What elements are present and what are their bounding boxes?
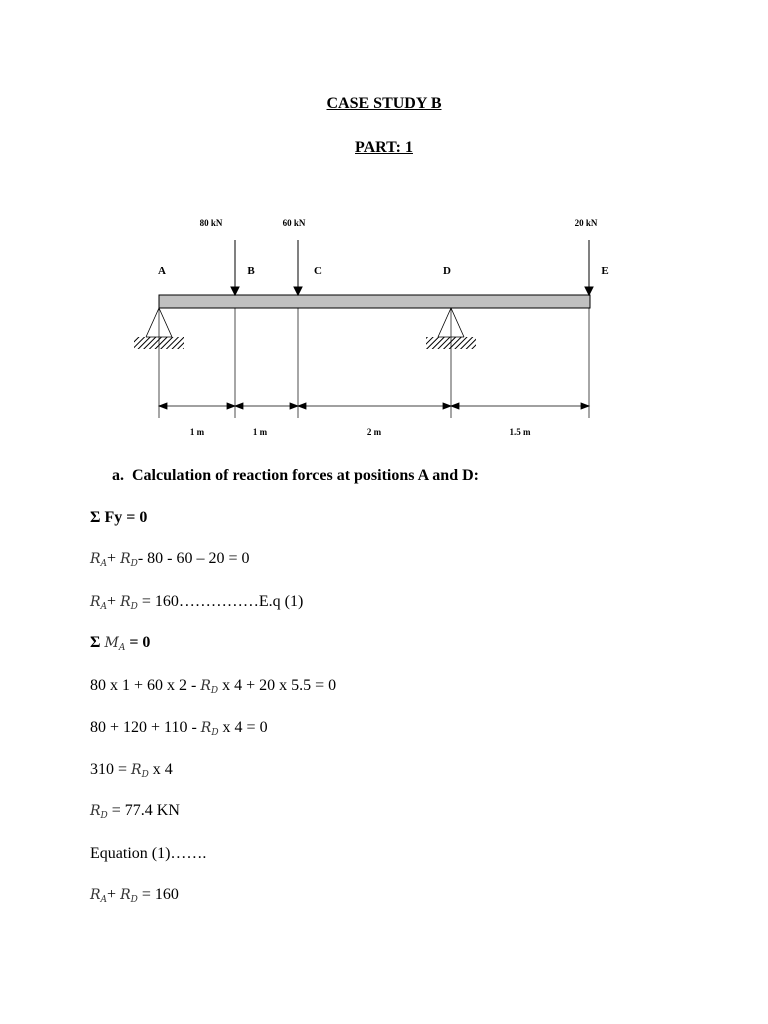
symbol-sub: D bbox=[211, 728, 219, 738]
eq-text: x 4 = 0 bbox=[222, 719, 268, 736]
point-label-b: B bbox=[247, 265, 255, 277]
symbol-sub: D bbox=[130, 895, 138, 905]
eq-text: 80 x 1 + 60 x 2 - bbox=[90, 677, 197, 694]
eq-text: 80 + 120 + 110 - bbox=[90, 719, 197, 736]
eq-text: = 160……………E.q (1) bbox=[141, 593, 304, 610]
symbol-r: R bbox=[90, 803, 101, 819]
eq-line-6 bbox=[90, 719, 268, 738]
eq-text: Fy = 0 bbox=[104, 509, 148, 526]
symbol-r: R bbox=[120, 551, 131, 567]
part-title: PART: 1 bbox=[355, 139, 413, 156]
span-label-4: 1.5 m bbox=[509, 427, 531, 437]
symbol-sub: A bbox=[100, 559, 108, 569]
eq-line-7 bbox=[90, 761, 173, 780]
point-label-e: E bbox=[601, 265, 609, 277]
eq-line-2: $R_A+ R_D-$ 80 - 60 – 20 = 0 bbox=[90, 550, 250, 569]
symbol-m: M bbox=[104, 635, 119, 651]
heading-marker: a. bbox=[112, 467, 124, 484]
eq-text: - 80 - 60 – 20 = 0 bbox=[137, 550, 250, 567]
load-label-60: 60 kN bbox=[282, 218, 306, 228]
eq-line-5 bbox=[90, 677, 336, 696]
span-label-1: 1 m bbox=[189, 427, 205, 437]
page-title: CASE STUDY B bbox=[326, 95, 442, 112]
span-label-3: 2 m bbox=[366, 427, 382, 437]
symbol-sub: D bbox=[210, 686, 219, 696]
symbol-r: R bbox=[200, 678, 211, 694]
symbol-r: R bbox=[131, 762, 142, 778]
span-label-2: 1 m bbox=[252, 427, 268, 437]
eq-line-8 bbox=[90, 802, 180, 821]
symbol-sub: A bbox=[100, 895, 108, 905]
eq-text: = 160 bbox=[141, 886, 179, 903]
symbol-r: R bbox=[90, 887, 101, 903]
symbol-sub: D bbox=[100, 811, 108, 821]
load-arrow-b bbox=[231, 240, 239, 295]
point-label-d: D bbox=[443, 265, 451, 277]
eq-text: = 77.4 KN bbox=[111, 802, 180, 819]
extension-lines bbox=[159, 308, 589, 418]
eq-text: x 4 bbox=[152, 761, 173, 778]
symbol-sub: A bbox=[100, 602, 108, 612]
heading-text: Calculation of reaction forces at positions A and D: bbox=[132, 467, 479, 484]
point-label-a: A bbox=[158, 265, 166, 277]
sigma-symbol: Σ bbox=[90, 634, 101, 651]
symbol-r: R bbox=[90, 594, 101, 610]
load-arrow-c bbox=[294, 240, 302, 295]
symbol-sub: A bbox=[118, 643, 126, 653]
sigma-symbol: Σ bbox=[90, 509, 101, 526]
symbol-r: R bbox=[200, 720, 212, 736]
load-label-20: 20 kN bbox=[574, 218, 598, 228]
symbol-r: R bbox=[120, 887, 131, 903]
eq-sum-ma bbox=[90, 634, 150, 653]
section-heading bbox=[112, 467, 479, 485]
symbol-sub: D bbox=[141, 770, 149, 780]
symbol-sub: D bbox=[130, 559, 138, 569]
point-label-c: C bbox=[314, 265, 322, 277]
symbol-r: R bbox=[120, 594, 131, 610]
eq-line-3: $R_A+ R_D$ = 160……………E.q (1) bbox=[90, 593, 304, 612]
eq-text: 310 = bbox=[90, 761, 128, 778]
load-label-80: 80 kN bbox=[199, 218, 223, 228]
eq-line-9 bbox=[90, 845, 206, 863]
dimension-line bbox=[159, 403, 589, 409]
eq-line-10: $R_A+ R_D = 160$ bbox=[90, 886, 179, 905]
beam-diagram bbox=[0, 0, 768, 450]
symbol-r: R bbox=[90, 551, 101, 567]
eq-text: x 4 + 20 x 5.5 = 0 bbox=[222, 677, 337, 694]
beam bbox=[159, 295, 590, 308]
eq-sum-fy bbox=[90, 509, 147, 527]
symbol-sub: D bbox=[130, 602, 138, 612]
eq-text: Equation (1)……. bbox=[90, 845, 207, 862]
eq-text: = 0 bbox=[129, 634, 151, 651]
load-arrow-e bbox=[585, 240, 593, 295]
